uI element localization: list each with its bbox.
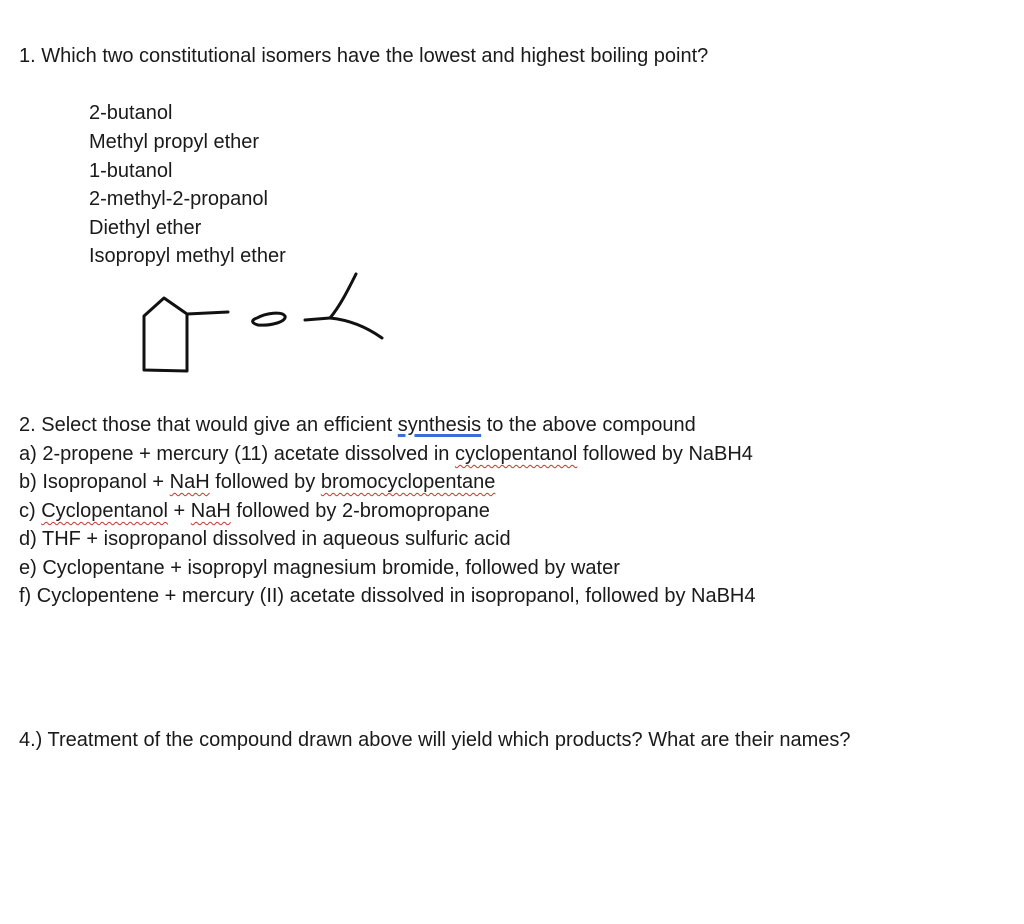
spellcheck-word[interactable]: NaH [190, 500, 231, 522]
grammar-flag-word[interactable]: synthesis [397, 414, 482, 436]
option-e: e) Cyclopentane + isopropyl magnesium bromide, followed by water [19, 557, 620, 579]
isomer-item: Methyl propyl ether [89, 131, 260, 153]
spellcheck-word[interactable]: NaH [169, 471, 210, 493]
bond-oxygen-to-isopropyl [305, 318, 330, 320]
isomer-item: Diethyl ether [89, 217, 202, 239]
question-1-prompt: 1. Which two constitutional isomers have the lowest and highest boiling point? [19, 45, 709, 67]
isomer-item: 2-butanol [89, 102, 173, 124]
hand-drawn-structure [130, 268, 400, 378]
isopropyl-branch-down [330, 318, 382, 338]
oxygen-mark [253, 313, 286, 325]
option-d: d) THF + isopropanol dissolved in aqueous sulfuric acid [19, 528, 511, 550]
question-4-prompt: 4.) Treatment of the compound drawn above will yield which products? What are their names? [19, 729, 851, 751]
spellcheck-word[interactable]: Cyclopentanol [41, 500, 168, 522]
cyclopentane-ring [144, 298, 187, 371]
option-b: b) Isopropanol + NaH followed by bromocyclopentane [19, 471, 496, 493]
spellcheck-word[interactable]: cyclopentanol [454, 443, 578, 465]
spellcheck-word[interactable]: bromocyclopentane [320, 471, 496, 493]
bond-ring-to-oxygen [187, 312, 228, 314]
isomer-item: Isopropyl methyl ether [89, 245, 286, 267]
option-f: f) Cyclopentene + mercury (II) acetate dissolved in isopropanol, followed by NaBH4 [19, 585, 756, 607]
isomer-item: 2-methyl-2-propanol [89, 188, 268, 210]
isopropyl-branch-up [330, 274, 356, 318]
option-a: a) 2-propene + mercury (11) acetate dissolved in cyclopentanol followed by NaBH4 [19, 443, 753, 465]
isomer-item: 1-butanol [89, 160, 173, 182]
option-c: c) Cyclopentanol + NaH followed by 2-bromopropane [19, 500, 490, 522]
question-2-prompt: 2. Select those that would give an efficient synthesis to the above compound [19, 414, 696, 436]
